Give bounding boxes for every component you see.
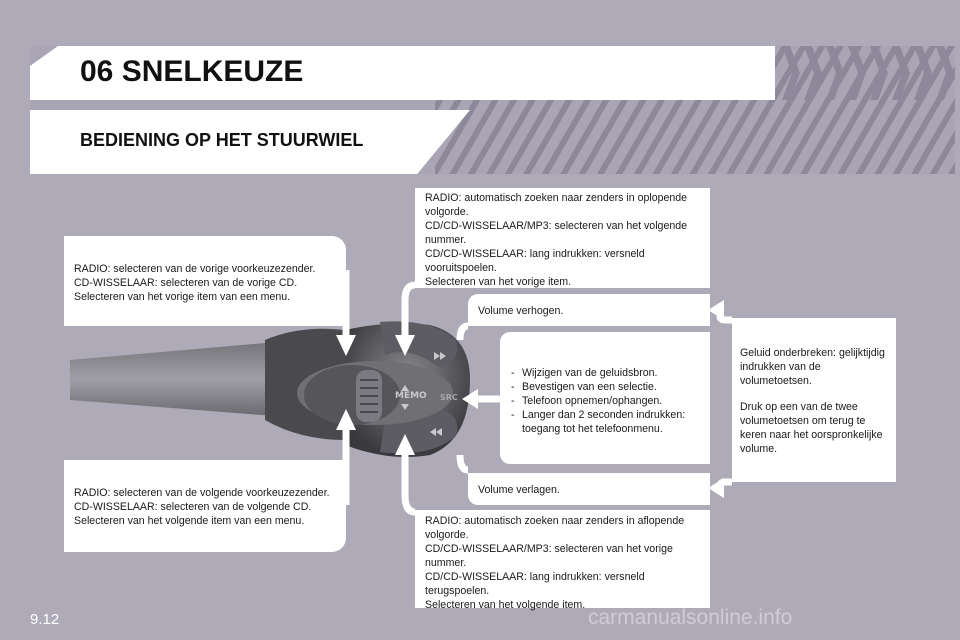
arrowhead-left-icon [708, 478, 724, 498]
callout-line: RADIO: selecteren van de vorige voorkeuzezender. [74, 263, 316, 275]
page-number: 9.12 [30, 611, 60, 628]
arrow-curve-icon [460, 326, 468, 340]
src-label: SRC [440, 393, 458, 402]
section-title: BEDIENING OP HET STUURWIEL [80, 130, 364, 150]
page-title: 06 SNELKEUZE [80, 55, 304, 88]
callout-line: RADIO: selecteren van de volgende voorkeuzezender. [74, 487, 330, 499]
callout-line: CD/CD-WISSELAAR: lang indrukken: versneld vooruitspoelen. [425, 248, 645, 274]
arrowhead-left-icon [462, 389, 478, 409]
callout-line: Druk op een van de twee volumetoetsen om terug te keren naar het oorspronkelijke volume. [740, 401, 883, 455]
callout-line: Selecteren van het vorige item van een menu. [74, 291, 291, 303]
arrowhead-down-icon [395, 335, 415, 356]
callout-line: CD/CD-WISSELAAR/MP3: selecteren van het volgende nummer. [425, 220, 688, 246]
watermark: carmanualsonline.info [588, 606, 793, 629]
callout-line: CD-WISSELAAR: selecteren van de vorige CD. [74, 277, 298, 289]
arrowhead-down-icon [336, 335, 356, 356]
callout-line: Selecteren van het volgende item. [425, 599, 586, 611]
callout-line: Selecteren van het vorige item. [425, 276, 572, 288]
list-item: - Bevestigen van een selectie. [508, 380, 702, 394]
list-item: - Telefoon opnemen/ophangen. [508, 394, 702, 408]
memo-label: MEMO [395, 391, 427, 401]
callout-line: RADIO: automatisch zoeken naar zenders in aflopende volgorde. [425, 515, 685, 541]
callout-volume-up: Volume verhogen. [468, 294, 710, 326]
arrow-down-icon [405, 285, 415, 335]
list-item: - Wijzigen van de geluidsbron. [508, 366, 702, 380]
arrow-curve-icon [460, 455, 468, 470]
callout-volume-down: Volume verlagen. [468, 473, 710, 505]
callout-line: CD-WISSELAAR: selecteren van de volgende CD. [74, 501, 312, 513]
list-item: - Langer dan 2 seconden indrukken: toegang tot het telefoonmenu. [508, 408, 702, 436]
callout-line: RADIO: automatisch zoeken naar zenders in oplopende volgorde. [425, 192, 688, 218]
callout-line: Geluid onderbreken: gelijktijdig indrukken van de volumetoetsen. [740, 347, 885, 387]
callout-line: Selecteren van het volgende item van een menu. [74, 515, 305, 527]
arrow-up-icon [405, 455, 415, 512]
arrowhead-up-icon [395, 434, 415, 455]
callout-line: CD/CD-WISSELAAR: lang indrukken: versneld terugspoelen. [425, 571, 645, 597]
callout-line: CD/CD-WISSELAAR/MP3: selecteren van het vorige nummer. [425, 543, 673, 569]
arrowhead-up-icon [336, 409, 356, 430]
arrowhead-left-icon [708, 300, 724, 320]
